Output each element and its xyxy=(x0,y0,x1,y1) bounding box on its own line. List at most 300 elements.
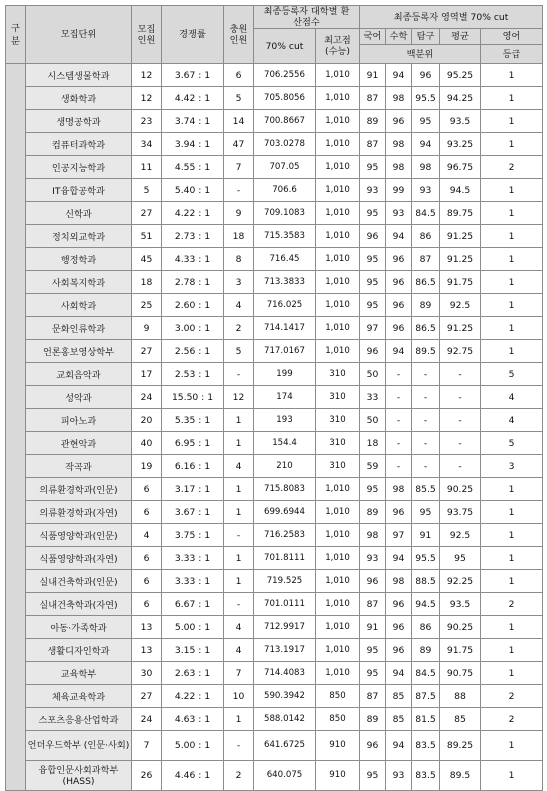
english-grade-cell: 1 xyxy=(481,662,543,685)
table-row xyxy=(6,708,543,731)
max-score-cell: 1,010 xyxy=(316,202,360,225)
korean-cell: 93 xyxy=(360,547,386,570)
table-row xyxy=(6,593,543,616)
average-cell: 94.25 xyxy=(440,87,481,110)
extra-cell: 6 xyxy=(224,64,254,87)
inquiry-cell: 83.5 xyxy=(412,731,440,761)
unit-cell: 관현악과 xyxy=(26,432,132,455)
header-competition: 경쟁률 xyxy=(162,6,224,64)
inquiry-cell: 89 xyxy=(412,294,440,317)
english-grade-cell: 1 xyxy=(481,547,543,570)
competition-cell: 2.78 : 1 xyxy=(162,271,224,294)
competition-cell: 2.60 : 1 xyxy=(162,294,224,317)
unit-cell: 생활디자인학과 xyxy=(26,639,132,662)
header-inquiry: 탐구 xyxy=(412,29,440,45)
quota-cell: 27 xyxy=(132,685,162,708)
cut70-cell: 719.525 xyxy=(254,570,316,593)
unit-cell: 식품영양학과(인문) xyxy=(26,524,132,547)
cut70-cell: 588.0142 xyxy=(254,708,316,731)
inquiry-cell: 86 xyxy=(412,225,440,248)
english-grade-cell: 5 xyxy=(481,363,543,386)
quota-cell: 13 xyxy=(132,616,162,639)
math-cell: 94 xyxy=(386,225,412,248)
table-row xyxy=(6,202,543,225)
inquiry-cell: 95.5 xyxy=(412,547,440,570)
table-body xyxy=(6,64,543,791)
inquiry-cell: 94.5 xyxy=(412,593,440,616)
extra-cell: 47 xyxy=(224,133,254,156)
korean-cell: 96 xyxy=(360,731,386,761)
english-grade-cell: 1 xyxy=(481,110,543,133)
average-cell: 94.5 xyxy=(440,179,481,202)
korean-cell: 91 xyxy=(360,616,386,639)
english-grade-cell: 1 xyxy=(481,731,543,761)
competition-cell: 3.75 : 1 xyxy=(162,524,224,547)
competition-cell: 3.67 : 1 xyxy=(162,501,224,524)
max-score-cell: 1,010 xyxy=(316,225,360,248)
extra-cell: 4 xyxy=(224,294,254,317)
table-row xyxy=(6,87,543,110)
table-row xyxy=(6,501,543,524)
korean-cell: 96 xyxy=(360,340,386,363)
unit-cell: 생화학과 xyxy=(26,87,132,110)
math-cell: 94 xyxy=(386,662,412,685)
header-gubun: 구분 xyxy=(6,6,26,64)
admission-results-table xyxy=(5,5,543,791)
average-cell: 90.75 xyxy=(440,662,481,685)
unit-cell: 의류환경학과(인문) xyxy=(26,478,132,501)
inquiry-cell: 86 xyxy=(412,616,440,639)
cut70-cell: 706.2556 xyxy=(254,64,316,87)
max-score-cell: 1,010 xyxy=(316,547,360,570)
extra-cell: - xyxy=(224,363,254,386)
competition-cell: 4.63 : 1 xyxy=(162,708,224,731)
inquiry-cell: 87.5 xyxy=(412,685,440,708)
unit-cell: 사회학과 xyxy=(26,294,132,317)
max-score-cell: 1,010 xyxy=(316,64,360,87)
header-cut70: 70% cut xyxy=(254,29,316,64)
extra-cell: - xyxy=(224,593,254,616)
table-row xyxy=(6,455,543,478)
average-cell: 92.25 xyxy=(440,570,481,593)
inquiry-cell: 81.5 xyxy=(412,708,440,731)
competition-cell: 3.00 : 1 xyxy=(162,317,224,340)
english-grade-cell: 1 xyxy=(481,271,543,294)
math-cell: 96 xyxy=(386,593,412,616)
quota-cell: 6 xyxy=(132,570,162,593)
max-score-cell: 310 xyxy=(316,455,360,478)
inquiry-cell: 88.5 xyxy=(412,570,440,593)
inquiry-cell: 95.5 xyxy=(412,87,440,110)
max-score-cell: 910 xyxy=(316,731,360,761)
quota-cell: 11 xyxy=(132,156,162,179)
table-row xyxy=(6,409,543,432)
max-score-cell: 1,010 xyxy=(316,133,360,156)
quota-cell: 6 xyxy=(132,501,162,524)
table-header xyxy=(6,6,543,64)
cut70-cell: 701.8111 xyxy=(254,547,316,570)
max-score-cell: 1,010 xyxy=(316,478,360,501)
extra-cell: 9 xyxy=(224,202,254,225)
quota-cell: 6 xyxy=(132,593,162,616)
table-row xyxy=(6,685,543,708)
math-cell: 85 xyxy=(386,685,412,708)
english-grade-cell: 1 xyxy=(481,524,543,547)
math-cell: 98 xyxy=(386,87,412,110)
max-score-cell: 1,010 xyxy=(316,639,360,662)
table-row xyxy=(6,317,543,340)
korean-cell: 96 xyxy=(360,225,386,248)
math-cell: - xyxy=(386,386,412,409)
quota-cell: 13 xyxy=(132,639,162,662)
math-cell: 96 xyxy=(386,639,412,662)
math-cell: 94 xyxy=(386,340,412,363)
extra-cell: 1 xyxy=(224,570,254,593)
korean-cell: 95 xyxy=(360,248,386,271)
quota-cell: 30 xyxy=(132,662,162,685)
extra-cell: 4 xyxy=(224,616,254,639)
extra-cell: 8 xyxy=(224,248,254,271)
english-grade-cell: 2 xyxy=(481,156,543,179)
cut70-cell: 709.1083 xyxy=(254,202,316,225)
table-row xyxy=(6,340,543,363)
quota-cell: 7 xyxy=(132,731,162,761)
max-score-cell: 1,010 xyxy=(316,616,360,639)
max-score-cell: 1,010 xyxy=(316,156,360,179)
max-score-cell: 1,010 xyxy=(316,294,360,317)
extra-cell: 5 xyxy=(224,340,254,363)
max-score-cell: 310 xyxy=(316,409,360,432)
competition-cell: 3.15 : 1 xyxy=(162,639,224,662)
korean-cell: 95 xyxy=(360,662,386,685)
math-cell: 93 xyxy=(386,761,412,791)
max-score-cell: 1,010 xyxy=(316,340,360,363)
korean-cell: 87 xyxy=(360,133,386,156)
inquiry-cell: 91 xyxy=(412,524,440,547)
math-cell: 98 xyxy=(386,133,412,156)
cut70-cell: 700.8667 xyxy=(254,110,316,133)
english-grade-cell: 1 xyxy=(481,202,543,225)
max-score-cell: 1,010 xyxy=(316,317,360,340)
extra-cell: 1 xyxy=(224,708,254,731)
average-cell: 91.25 xyxy=(440,248,481,271)
competition-cell: 5.40 : 1 xyxy=(162,179,224,202)
max-score-cell: 310 xyxy=(316,363,360,386)
average-cell: 92.5 xyxy=(440,524,481,547)
table-row xyxy=(6,110,543,133)
cut70-cell: 713.1917 xyxy=(254,639,316,662)
english-grade-cell: 2 xyxy=(481,593,543,616)
unit-cell: 식품영양학과(자연) xyxy=(26,547,132,570)
korean-cell: 87 xyxy=(360,593,386,616)
english-grade-cell: 3 xyxy=(481,455,543,478)
cut70-cell: 703.0278 xyxy=(254,133,316,156)
inquiry-cell: 94 xyxy=(412,133,440,156)
english-grade-cell: 2 xyxy=(481,685,543,708)
header-grade: 등급 xyxy=(481,45,543,64)
english-grade-cell: 1 xyxy=(481,761,543,791)
competition-cell: 3.33 : 1 xyxy=(162,570,224,593)
unit-cell: 생명공학과 xyxy=(26,110,132,133)
unit-cell: IT융합공학과 xyxy=(26,179,132,202)
competition-cell: 4.33 : 1 xyxy=(162,248,224,271)
unit-cell: 언론홍보영상학부 xyxy=(26,340,132,363)
korean-cell: 95 xyxy=(360,639,386,662)
competition-cell: 5.35 : 1 xyxy=(162,409,224,432)
unit-cell: 교회음악과 xyxy=(26,363,132,386)
extra-cell: 14 xyxy=(224,110,254,133)
header-korean: 국어 xyxy=(360,29,386,45)
header-english: 영어 xyxy=(481,29,543,45)
inquiry-cell: 93 xyxy=(412,179,440,202)
quota-cell: 12 xyxy=(132,87,162,110)
average-cell: 89.75 xyxy=(440,202,481,225)
cut70-cell: 210 xyxy=(254,455,316,478)
quota-cell: 12 xyxy=(132,64,162,87)
unit-cell: 아동·가족학과 xyxy=(26,616,132,639)
table-row xyxy=(6,386,543,409)
quota-cell: 18 xyxy=(132,271,162,294)
header-math: 수학 xyxy=(386,29,412,45)
competition-cell: 2.53 : 1 xyxy=(162,363,224,386)
inquiry-cell: 96 xyxy=(412,64,440,87)
unit-cell: 실내건축학과(인문) xyxy=(26,570,132,593)
extra-cell: 18 xyxy=(224,225,254,248)
korean-cell: 96 xyxy=(360,570,386,593)
math-cell: 94 xyxy=(386,547,412,570)
max-score-cell: 1,010 xyxy=(316,524,360,547)
english-grade-cell: 1 xyxy=(481,501,543,524)
unit-cell: 사회복지학과 xyxy=(26,271,132,294)
extra-cell: 1 xyxy=(224,547,254,570)
math-cell: 96 xyxy=(386,317,412,340)
extra-cell: 12 xyxy=(224,386,254,409)
average-cell: 93.5 xyxy=(440,593,481,616)
english-grade-cell: 1 xyxy=(481,133,543,156)
max-score-cell: 1,010 xyxy=(316,593,360,616)
inquiry-cell: 89 xyxy=(412,639,440,662)
korean-cell: 50 xyxy=(360,409,386,432)
math-cell: 85 xyxy=(386,708,412,731)
quota-cell: 23 xyxy=(132,110,162,133)
table-row xyxy=(6,294,543,317)
english-grade-cell: 5 xyxy=(481,432,543,455)
inquiry-cell: 84.5 xyxy=(412,202,440,225)
english-grade-cell: 1 xyxy=(481,340,543,363)
quota-cell: 27 xyxy=(132,202,162,225)
inquiry-cell: - xyxy=(412,455,440,478)
max-score-cell: 910 xyxy=(316,761,360,791)
unit-cell: 문화인류학과 xyxy=(26,317,132,340)
cut70-cell: 712.9917 xyxy=(254,616,316,639)
extra-cell: 1 xyxy=(224,432,254,455)
average-cell: 96.75 xyxy=(440,156,481,179)
cut70-cell: 716.45 xyxy=(254,248,316,271)
header-final-score: 최종등록자 대학별 환산점수 xyxy=(254,6,360,29)
cut70-cell: 716.025 xyxy=(254,294,316,317)
average-cell: 89.25 xyxy=(440,731,481,761)
competition-cell: 3.17 : 1 xyxy=(162,478,224,501)
korean-cell: 59 xyxy=(360,455,386,478)
extra-cell: 2 xyxy=(224,761,254,791)
math-cell: 96 xyxy=(386,271,412,294)
table-row xyxy=(6,225,543,248)
korean-cell: 95 xyxy=(360,156,386,179)
inquiry-cell: 98 xyxy=(412,156,440,179)
quota-cell: 40 xyxy=(132,432,162,455)
math-cell: - xyxy=(386,363,412,386)
max-score-cell: 310 xyxy=(316,432,360,455)
cut70-cell: 701.0111 xyxy=(254,593,316,616)
table-row xyxy=(6,363,543,386)
cut70-cell: 707.05 xyxy=(254,156,316,179)
average-cell: - xyxy=(440,432,481,455)
max-score-cell: 310 xyxy=(316,386,360,409)
max-score-cell: 1,010 xyxy=(316,110,360,133)
korean-cell: 87 xyxy=(360,685,386,708)
korean-cell: 95 xyxy=(360,761,386,791)
cut70-cell: 714.4083 xyxy=(254,662,316,685)
unit-cell: 교육학부 xyxy=(26,662,132,685)
competition-cell: 4.22 : 1 xyxy=(162,685,224,708)
korean-cell: 33 xyxy=(360,386,386,409)
table-row xyxy=(6,524,543,547)
quota-cell: 34 xyxy=(132,133,162,156)
korean-cell: 89 xyxy=(360,110,386,133)
unit-cell: 실내건축학과(자연) xyxy=(26,593,132,616)
table-row xyxy=(6,547,543,570)
math-cell: 96 xyxy=(386,616,412,639)
unit-cell: 융합인문사회과학부 (HASS) xyxy=(26,761,132,791)
average-cell: 95 xyxy=(440,547,481,570)
english-grade-cell: 1 xyxy=(481,87,543,110)
average-cell: 93.75 xyxy=(440,501,481,524)
inquiry-cell: 83.5 xyxy=(412,761,440,791)
inquiry-cell: 87 xyxy=(412,248,440,271)
quota-cell: 27 xyxy=(132,340,162,363)
table-row xyxy=(6,64,543,87)
quota-cell: 45 xyxy=(132,248,162,271)
english-grade-cell: 1 xyxy=(481,478,543,501)
extra-cell: 1 xyxy=(224,501,254,524)
inquiry-cell: 84.5 xyxy=(412,662,440,685)
unit-cell: 체육교육학과 xyxy=(26,685,132,708)
cut70-cell: 590.3942 xyxy=(254,685,316,708)
table-row xyxy=(6,478,543,501)
competition-cell: 2.73 : 1 xyxy=(162,225,224,248)
table-row xyxy=(6,432,543,455)
english-grade-cell: 1 xyxy=(481,248,543,271)
max-score-cell: 1,010 xyxy=(316,87,360,110)
competition-cell: 4.46 : 1 xyxy=(162,761,224,791)
average-cell: 90.25 xyxy=(440,478,481,501)
table-row xyxy=(6,248,543,271)
competition-cell: 2.56 : 1 xyxy=(162,340,224,363)
korean-cell: 95 xyxy=(360,294,386,317)
average-cell: 92.75 xyxy=(440,340,481,363)
extra-cell: 1 xyxy=(224,478,254,501)
unit-cell: 시스템생물학과 xyxy=(26,64,132,87)
cut70-cell: 193 xyxy=(254,409,316,432)
average-cell: 85 xyxy=(440,708,481,731)
unit-cell: 행정학과 xyxy=(26,248,132,271)
average-cell: - xyxy=(440,409,481,432)
table-row xyxy=(6,662,543,685)
math-cell: 99 xyxy=(386,179,412,202)
extra-cell: 2 xyxy=(224,317,254,340)
extra-cell: 4 xyxy=(224,639,254,662)
cut70-cell: 715.8083 xyxy=(254,478,316,501)
math-cell: - xyxy=(386,409,412,432)
math-cell: 98 xyxy=(386,570,412,593)
inquiry-cell: 95 xyxy=(412,110,440,133)
quota-cell: 6 xyxy=(132,478,162,501)
table-row xyxy=(6,133,543,156)
competition-cell: 15.50 : 1 xyxy=(162,386,224,409)
cut70-cell: 641.6725 xyxy=(254,731,316,761)
average-cell: 89.5 xyxy=(440,761,481,791)
unit-cell: 컴퓨터과학과 xyxy=(26,133,132,156)
cut70-cell: 174 xyxy=(254,386,316,409)
korean-cell: 97 xyxy=(360,317,386,340)
header-percentile: 백분위 xyxy=(360,45,481,64)
extra-cell: 7 xyxy=(224,156,254,179)
competition-cell: 3.94 : 1 xyxy=(162,133,224,156)
competition-cell: 6.95 : 1 xyxy=(162,432,224,455)
competition-cell: 6.16 : 1 xyxy=(162,455,224,478)
unit-cell: 작곡과 xyxy=(26,455,132,478)
extra-cell: - xyxy=(224,524,254,547)
quota-cell: 20 xyxy=(132,409,162,432)
inquiry-cell: - xyxy=(412,386,440,409)
competition-cell: 4.55 : 1 xyxy=(162,156,224,179)
max-score-cell: 1,010 xyxy=(316,570,360,593)
max-score-cell: 850 xyxy=(316,685,360,708)
table-row xyxy=(6,271,543,294)
english-grade-cell: 1 xyxy=(481,639,543,662)
extra-cell: 7 xyxy=(224,662,254,685)
average-cell: 95.25 xyxy=(440,64,481,87)
inquiry-cell: 85.5 xyxy=(412,478,440,501)
unit-cell: 언더우드학부 (인문·사회) xyxy=(26,731,132,761)
quota-cell: 24 xyxy=(132,386,162,409)
korean-cell: 89 xyxy=(360,708,386,731)
competition-cell: 5.00 : 1 xyxy=(162,616,224,639)
table-row xyxy=(6,639,543,662)
header-area-cut: 최종등록자 영역별 70% cut xyxy=(360,6,543,29)
average-cell: - xyxy=(440,386,481,409)
cut70-cell: 716.2583 xyxy=(254,524,316,547)
header-unit: 모집단위 xyxy=(26,6,132,64)
table-row xyxy=(6,761,543,791)
math-cell: 97 xyxy=(386,524,412,547)
math-cell: - xyxy=(386,455,412,478)
quota-cell: 17 xyxy=(132,363,162,386)
korean-cell: 95 xyxy=(360,202,386,225)
quota-cell: 4 xyxy=(132,524,162,547)
english-grade-cell: 1 xyxy=(481,294,543,317)
inquiry-cell: - xyxy=(412,432,440,455)
korean-cell: 50 xyxy=(360,363,386,386)
cut70-cell: 640.075 xyxy=(254,761,316,791)
table-row xyxy=(6,731,543,761)
quota-cell: 5 xyxy=(132,179,162,202)
korean-cell: 89 xyxy=(360,501,386,524)
korean-cell: 98 xyxy=(360,524,386,547)
cut70-cell: 717.0167 xyxy=(254,340,316,363)
competition-cell: 3.74 : 1 xyxy=(162,110,224,133)
average-cell: 91.75 xyxy=(440,639,481,662)
